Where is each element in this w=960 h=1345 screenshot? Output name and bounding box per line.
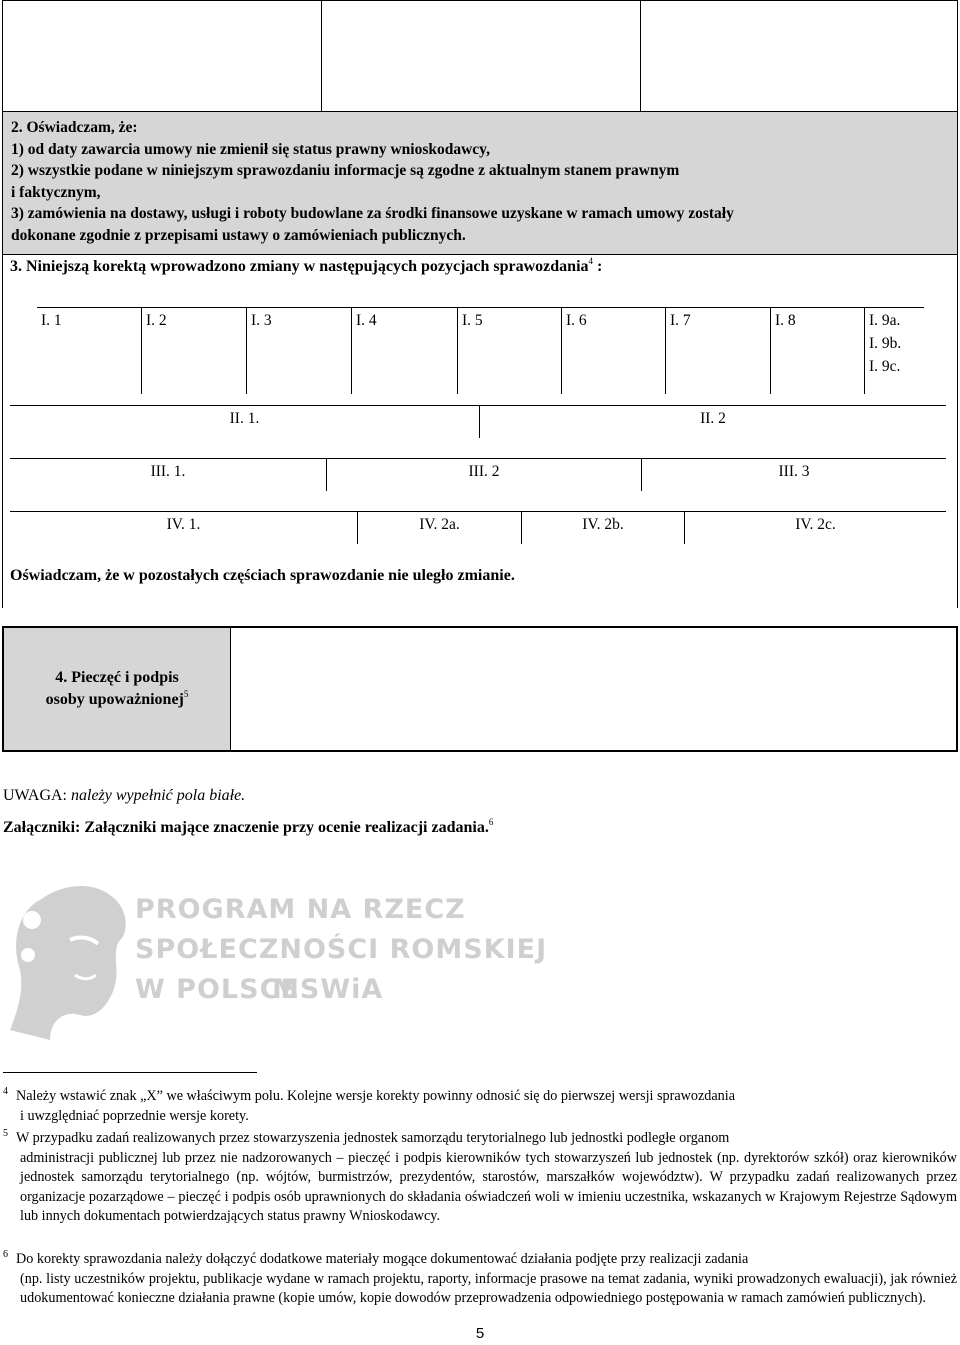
uwaga-note: UWAGA: należy wypełnić pola białe. bbox=[3, 787, 246, 804]
logo-line-2: SPOŁECZNOŚCI ROMSKIEJ bbox=[135, 934, 548, 965]
positions-row-3 bbox=[10, 458, 946, 491]
declaration-line: 2) wszystkie podane w niniejszym sprawozdaniu informacje są zgodne z aktualnym stanem prawnym bbox=[11, 162, 680, 179]
position-cell-II-2[interactable]: II. 2 bbox=[700, 410, 726, 427]
positions-row-4 bbox=[10, 511, 946, 544]
declaration-line: dokonane zgodnie z przepisami ustawy o zamówieniach publicznych. bbox=[11, 226, 466, 244]
logo-line-3a: W POLSCE bbox=[135, 974, 300, 1005]
position-cell-I-7[interactable]: I. 7 bbox=[666, 308, 771, 394]
logo-line-1: PROGRAM NA RZECZ bbox=[135, 894, 466, 925]
position-cell-I-2[interactable]: I. 2 bbox=[142, 308, 247, 394]
footnote-separator bbox=[3, 1072, 257, 1073]
page-number: 5 bbox=[475, 1325, 485, 1342]
position-cell-IV-2a[interactable]: IV. 2a. bbox=[358, 512, 522, 544]
empty-cell-3[interactable] bbox=[640, 0, 958, 112]
positions-row-2 bbox=[10, 405, 946, 438]
empty-cell-2[interactable] bbox=[321, 0, 642, 112]
footnote-5: $^5$ W przypadku zadań realizowanych przez stowarzyszenia jednostek samorządu terytorialnego lub jednostki podległe organom administracji publicznej lub przez nie nadzorowanych – pieczęć i podpis kierowników tych stowarzyszeń lub jednostek (np. dyrektorów szkół) oraz kierowników jednostek samorządu terytorialnego (np. wójtów, burmistrzów, prezydentów, starostów, marszałków województw). W przypadku zadań realizowanych przez organizacje pozarządowe – pieczęć i podpis osób uprawnionych do składania oświadczeń woli w imieniu uczestnika, wskazanych w Krajowym Rejestrze Sądowym lub innych dokumentach potwierdzających status prawny Wnioskodawcy. bbox=[3, 1128, 957, 1224]
footnote-ref-5: 5 bbox=[183, 689, 189, 699]
program-logo bbox=[10, 880, 548, 1050]
position-cell-II-1[interactable]: II. 1. bbox=[10, 406, 480, 438]
position-cell-I-5[interactable]: I. 5 bbox=[458, 308, 562, 394]
position-cell-IV-1[interactable]: IV. 1. bbox=[10, 512, 358, 544]
position-cell-I-3[interactable]: I. 3 bbox=[247, 308, 352, 394]
position-cell-I-1[interactable]: I. 1 bbox=[37, 308, 142, 394]
declaration-line: i faktycznym, bbox=[11, 183, 101, 201]
footnote-6: $^6$ Do korekty sprawozdania należy dołączyć dodatkowe materiały mogące dokumentować działania podjęte przy realizacji zadania (np. listy uczestników projektu, publikacje wydane w ramach projektu, raporty, informacje prasowe na temat zadania, wyniki prowadzonych ewaluacji), jak również udokumentować konieczne działania prawne (kopie umów, kopie dowodów przeprowadzenia odpowiedniego postępowania w ramach zamówień publicznych). bbox=[3, 1249, 957, 1306]
position-cell-IV-2c[interactable]: IV. 2c. bbox=[795, 516, 836, 533]
footnote-ref-4: 4 bbox=[588, 256, 594, 266]
declaration-line: 1) od daty zawarcia umowy nie zmienił się status prawny wnioskodawcy, bbox=[11, 140, 490, 158]
footnote-4: $^4$ Należy wstawić znak „X” we właściwym polu. Kolejne wersje korekty powinny odnosić się do pierwszej wersji sprawozdania i uwzględniać poprzednie wersje korety. bbox=[3, 1086, 736, 1124]
signature-label: 4. Pieczęć i podpis osoby upoważnionej$^5$ bbox=[4, 628, 231, 750]
attachments-note: Załączniki: Załączniki mające znaczenie przy ocenie realizacji zadania.$^6$ bbox=[3, 817, 494, 836]
section-3-title: 3. Niniejszą korektą wprowadzono zmiany w następujących pozycjach sprawozdania$^4$ : bbox=[10, 256, 603, 275]
positions-row-1 bbox=[37, 307, 924, 394]
top-empty-table bbox=[2, 0, 958, 112]
declaration-line: 3) zamówienia na dostawy, usługi i roboty budowlane za środki finansowe uzyskane w ramach umowy zostały bbox=[11, 205, 734, 222]
logo-line-3b: MSWiA bbox=[272, 974, 384, 1005]
declaration-line: 2. Oświadczam, że: bbox=[11, 119, 138, 136]
woman-silhouette-icon bbox=[10, 886, 126, 1040]
position-cell-I-6[interactable]: I. 6 bbox=[562, 308, 666, 394]
position-cell-III-1[interactable]: III. 1. bbox=[10, 459, 327, 491]
position-cell-I-9[interactable]: I. 9a. I. 9b. I. 9c. bbox=[869, 312, 902, 375]
position-cell-I-4[interactable]: I. 4 bbox=[352, 308, 458, 394]
footnote-ref-6: 6 bbox=[488, 817, 494, 827]
position-cell-III-3[interactable]: III. 3 bbox=[778, 463, 810, 480]
signature-field[interactable] bbox=[231, 628, 956, 750]
position-cell-I-8[interactable]: I. 8 bbox=[771, 308, 865, 394]
declaration-block bbox=[2, 111, 958, 255]
position-cell-IV-2b[interactable]: IV. 2b. bbox=[522, 512, 685, 544]
empty-cell-1[interactable] bbox=[2, 0, 323, 112]
position-cell-III-2[interactable]: III. 2 bbox=[327, 459, 642, 491]
confirmation-statement: Oświadczam, że w pozostałych częściach sprawozdanie nie uległo zmianie. bbox=[10, 567, 515, 584]
signature-table bbox=[2, 626, 958, 752]
